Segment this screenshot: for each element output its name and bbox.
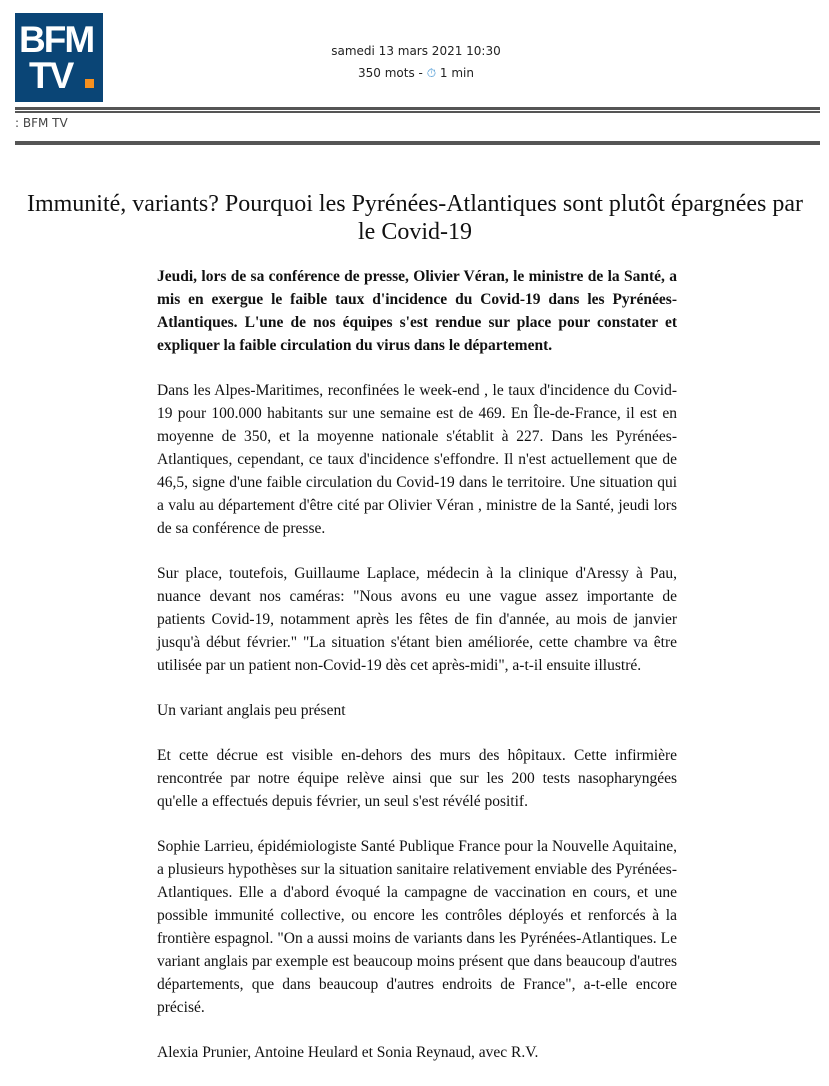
publish-date: samedi 13 mars 2021 10:30 [331,44,501,58]
stopwatch-icon: ⏱ [426,66,437,80]
logo-text-tv: TV [29,55,73,96]
paragraph: Sophie Larrieu, épidémiologiste Santé Publique France pour la Nouvelle Aquitaine, a plusieurs hypothèses sur la situation sanitaire relativement enviable des Pyrénées-Atlantiques. Elle a d'abord évoqué la campagne de vaccination en cours, et une possible immunité collective, ou encore les contrôles déployés et renforcés à la frontière espagnol. "On a aussi moins de variants dans les Pyrénées-Atlantiques. Le variant anglais par exemple est beaucoup moins présent que dans beaucoup d'autres départements, que dans beaucoup d'autres endroits de France", a-t-elle encore précisé. [157,838,677,1016]
article-meta [250,40,582,84]
paragraph: Et cette décrue est visible en-dehors des murs des hôpitaux. Cette infirmière rencontrée par notre équipe relève ainsi que sur les 200 tests nasopharyngées qu'elle a effectués depuis février, un seul s'est révélé positif. [157,747,677,810]
logo-dot [85,79,94,88]
logo-text-bfm: BFM [19,19,94,60]
source-divider [15,141,820,145]
source-label: : BFM TV [15,116,68,130]
header-divider-thin [15,111,820,113]
paragraph: Dans les Alpes-Maritimes, reconfinées le week-end , le taux d'incidence du Covid-19 pour 100.000 habitants sur une semaine est de 469. En Île-de-France, il est en moyenne de 350, et la moyenne nationale s'établit à 227. Dans les Pyrénées-Atlantiques, cependant, ce taux d'incidence s'effondre. Il n'est actuellement que de 46,5, signe d'une faible circulation du Covid-19 dans le territoire. Une situation qui a valu au département d'être cité par Olivier Véran , ministre de la Santé, jeudi lors de sa conférence de presse. [157,382,677,537]
article-lede: Jeudi, lors de sa conférence de presse, Olivier Véran, le ministre de la Santé, a mis en exergue le faible taux d'incidence du Covid-19 dans les Pyrénées-Atlantiques. L'une de nos équipes s'est rendue sur place pour constater et expliquer la faible circulation du virus dans le département. [157,268,677,354]
paragraph: Sur place, toutefois, Guillaume Laplace, médecin à la clinique d'Aressy à Pau, nuance devant nos caméras: "Nous avons eu une vague assez importante de patients Covid-19, notamment après les fêtes de fin d'année, au mois de janvier jusqu'à début février." "La situation s'étant bien améliorée, cette chambre va être utilisée par un patient non-Covid-19 dès cet après-midi", a-t-il ensuite illustré. [157,565,677,674]
article-title: Immunité, variants? Pourquoi les Pyrénées-Atlantiques sont plutôt épargnées par le Covid-19 [26,191,804,245]
read-time: 1 min [439,66,474,80]
article-body [157,265,677,1086]
byline: Alexia Prunier, Antoine Heulard et Sonia Reynaud, avec R.V. [157,1044,539,1061]
word-count: 350 mots - [358,66,423,80]
subheading: Un variant anglais peu présent [157,702,346,719]
header-divider [15,107,820,110]
bfmtv-logo [15,13,103,102]
